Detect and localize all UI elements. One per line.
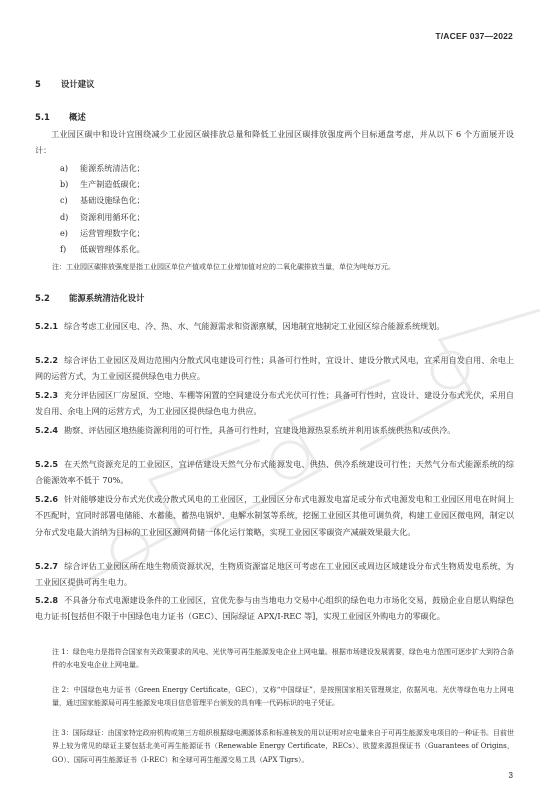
note-1: 注 1：绿色电力是指符合国家有关政策要求的风电、光伏等可再生能源发电企业上网电量。根据市场建设发展需要，绿色电力范围可逐步扩大到符合条件的水电发电企业上网电量。 — [52, 648, 514, 670]
clause-5-2-7: 5.2.7 综合评估工业园区所在地生物质资源状况，生物质资源富足地区可考虑在工业园区或周边区域建设分布式生物质发电系统，为工业园区提供可再生电力。 — [35, 561, 514, 588]
clause-5-2-5: 5.2.5 在天然气资源充足的工业园区，宜评估建设天然气分布式能源发电、供热、供冷系统建设可行性；天然气分布式能源系统的综合能源效率不低于 70%。 — [35, 459, 514, 486]
clause-5-2-6: 5.2.6 针对能够建设分布式光伏或分散式风电的工业园区，工业园区分布式电源发电富足或分布式电源发电和工业园区用电在时间上不匹配时，宜同时部署电储能、水蓄能、蓄热电锅炉、电解水制氢等系统，挖掘工业园区其他可调负荷，构建工业园区微电网，制定以分布式发电最大消纳为目标的工业园区源网荷储一体化运行策略，实现工业园区零碳资产减碳效果最大化。 — [35, 494, 514, 537]
section-title: 能源系统清洁化设计 — [69, 293, 145, 303]
section-5-1-heading — [35, 111, 86, 123]
clause-5-2-8: 5.2.8 不具备分布式电源建设条件的工业园区，宜优先参与由当地电力交易中心组织的绿色电力市场化交易，鼓励企业自愿认购绿色电力证书[包括但不限于中国绿色电力证书（GEC）、国际绿证 APX/I-REC 等]，实现工业园区外购电力的零碳化。 — [35, 595, 514, 622]
watermark — [60, 300, 546, 600]
section-title: 设计建议 — [61, 79, 95, 89]
note-2: 注 2：中国绿色电力证书（Green Energy Certificate，GEC），又称“中国绿证”，是按照国家相关管理规定，依据风电、光伏等绿色电力上网电量，通过国家能源局可再生能源发电项目信息管理平台颁发的具有唯一代码标识的电子凭证。 — [52, 686, 514, 708]
document-number: T/ACEF 037—2022 — [435, 31, 513, 41]
clause-5-2-3: 5.2.3 充分评估园区厂房屋顶、空地、车棚等闲置的空间建设分布式光伏可行性；具备可行性时，宜设计、建设分布式光伏，采用自发自用、余电上网的运营方式，为工业园区提供绿色电力供应。 — [35, 390, 514, 417]
list-item: d) 资源利用循环化； — [60, 211, 145, 222]
clause-5-2-2: 5.2.2 综合评估工业园区及周边范围内分散式风电建设可行性；具备可行性时，宜设计、建设分散式风电，宜采用自发自用、余电上网的运营方式，为工业园区提供绿色电力供应。 — [35, 355, 514, 382]
design-aspects-list — [60, 160, 145, 257]
page-number: 3 — [508, 771, 513, 780]
list-item: a) 能源系统清洁化； — [60, 163, 145, 173]
section-title: 概述 — [69, 112, 86, 122]
section-number: 5 — [35, 79, 41, 89]
section-number: 5.1 — [35, 112, 50, 122]
section-number: 5.2 — [35, 293, 50, 303]
list-item: f) 低碳管理体系化。 — [60, 244, 145, 255]
list-item: b) 生产制造低碳化； — [60, 179, 145, 190]
clause-5-2-1: 5.2.1 综合考虑工业园区电、冷、热、水、气能源需求和资源禀赋，因地制宜地制定工业园区综合能源系统规划。 — [35, 321, 445, 331]
clause-5-2-4: 5.2.4 勘察、评估园区地热能资源利用的可行性，具备可行性时，宜建设地源热泵系统并利用该系统供热和/或供冷。 — [35, 425, 456, 435]
section-5-2-heading — [35, 292, 144, 304]
section-5-heading — [35, 78, 95, 90]
overview-intro: 工业园区碳中和设计宜围绕减少工业园区碳排放总量和降低工业园区碳排放强度两个目标通盘考虑，并从以下 6 个方面展开设计： — [35, 129, 514, 156]
overview-note: 注：工业园区碳排放强度是指工业园区单位产值或单位工业增加值对应的二氧化碳排放当量，单位为吨每万元。 — [52, 263, 395, 271]
list-item: e) 运营管理数字化； — [60, 227, 145, 238]
note-3: 注 3：国际绿证：由国家特定政府机构或第三方组织根据绿电溯源体系和标准核发的用以证明对应电量来自于可再生能源发电项目的一种证书。目前世界上较为常见的绿证主要包括北美可再生能源证书（Renewable Energy Certificate，RECs）、欧盟来源担保证书（Guarantees of Origins，GO）、国际可再生能源证书（I-REC）和全球可再生能源交易工具（APX Tigrs）。 — [52, 729, 514, 764]
list-item: c) 基础设施绿色化； — [60, 195, 145, 206]
